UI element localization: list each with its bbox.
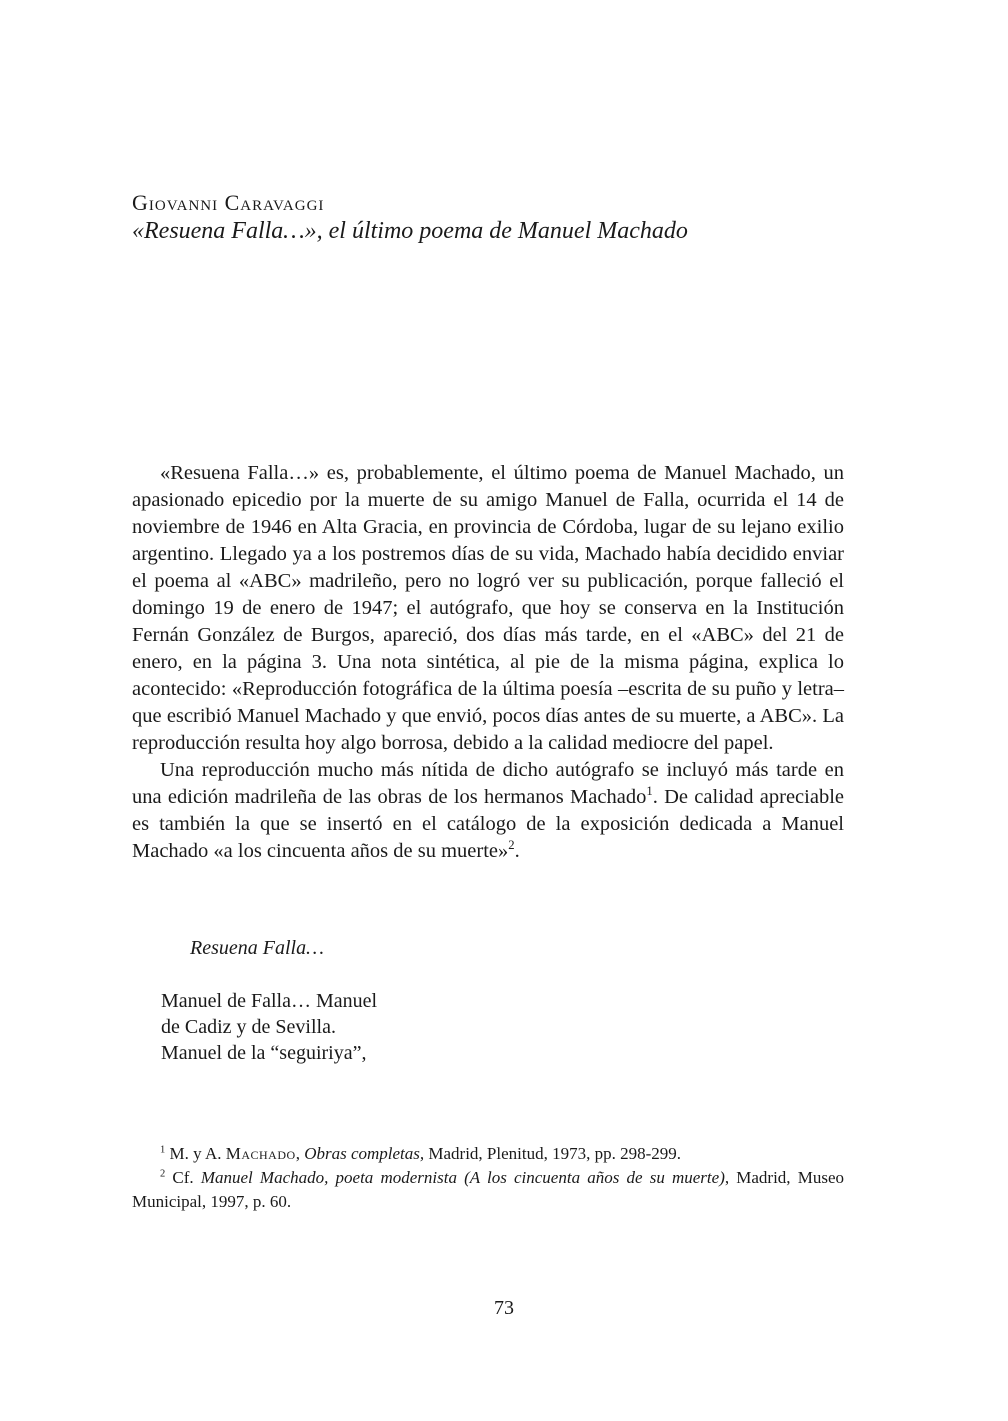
footnotes	[132, 1142, 844, 1214]
article-author: Giovanni Caravaggi	[132, 190, 325, 215]
footnote-2	[132, 1166, 844, 1214]
footnote-1-work: Obras completas,	[304, 1144, 425, 1163]
footnote-2-number: 2	[160, 1168, 166, 1180]
footnote-ref-2: 2	[508, 838, 515, 853]
footnote-ref-1: 1	[646, 784, 653, 799]
footnote-1-author-prefix: M. y A.	[169, 1144, 226, 1163]
footnote-1-author-name: Machado	[225, 1144, 296, 1163]
footnote-2-prefix: Cf.	[165, 1168, 201, 1187]
footnote-1	[132, 1142, 844, 1166]
poem-line: de Cadiz y de Sevilla.	[161, 1016, 336, 1038]
footnote-1-number: 1	[160, 1144, 166, 1156]
poem-line: Manuel de la “seguiriya”,	[161, 1042, 367, 1064]
body-paragraph-1: «Resuena Falla…» es, probablemente, el último poema de Manuel Machado, un apasionado epicedio por la muerte de su amigo Manuel de Falla, ocurrida el 14 de noviembre de 1946 en Alta Gracia, en provincia de Córdoba, lugar de su lejano exilio argentino. Llegado ya a los postremos días de su vida, Machado había decidido enviar el poema al «ABC» madrileño, pero no logró ver su publicación, porque falleció el domingo 19 de enero de 1947; el autógrafo, que hoy se conserva en la Institución Fernán González de Burgos, apareció, dos días más tarde, en el «ABC» del 21 de enero, en la página 3. Una nota sintética, al pie de la misma página, explica lo acontecido: «Reproducción fotográfica de la última poesía –escrita de su puño y letra– que escribió Manuel Machado y que envió, pocos días antes de su muerte, a ABC». La reproducción resulta hoy algo borrosa, debido a la calidad mediocre del papel.	[132, 462, 844, 754]
footnote-2-work: Manuel Machado, poeta modernista (A los cincuenta años de su muerte)	[200, 1168, 725, 1187]
body-paragraph-2	[132, 757, 844, 865]
article-title: «Resuena Falla…», el último poema de Manuel Machado	[132, 218, 688, 244]
poem-line: Manuel de Falla… Manuel	[161, 990, 378, 1012]
page-number: 73	[494, 1297, 514, 1319]
footnote-1-sep: ,	[295, 1144, 305, 1163]
body-paragraph-2-part-c: .	[514, 840, 520, 862]
footnote-1-rest: Madrid, Plenitud, 1973, pp. 298-299.	[424, 1144, 682, 1163]
article-body	[132, 460, 844, 865]
poem-lines	[161, 988, 377, 1066]
body-paragraph-2-part-a: Una reproducción mucho más nítida de dicho autógrafo se incluyó más tarde en una edición madrileña de las obras de los hermanos Machado	[132, 759, 844, 808]
poem-title: Resuena Falla…	[190, 937, 324, 959]
footnote-2-rest: , Madrid, Museo Municipal, 1997, p. 60.	[132, 1168, 844, 1211]
body-paragraph-2-part-b: . De calidad apreciable es también la que se insertó en el catálogo de la exposición dedicada a Manuel Machado «a los cincuenta años de su muerte»	[132, 786, 844, 862]
